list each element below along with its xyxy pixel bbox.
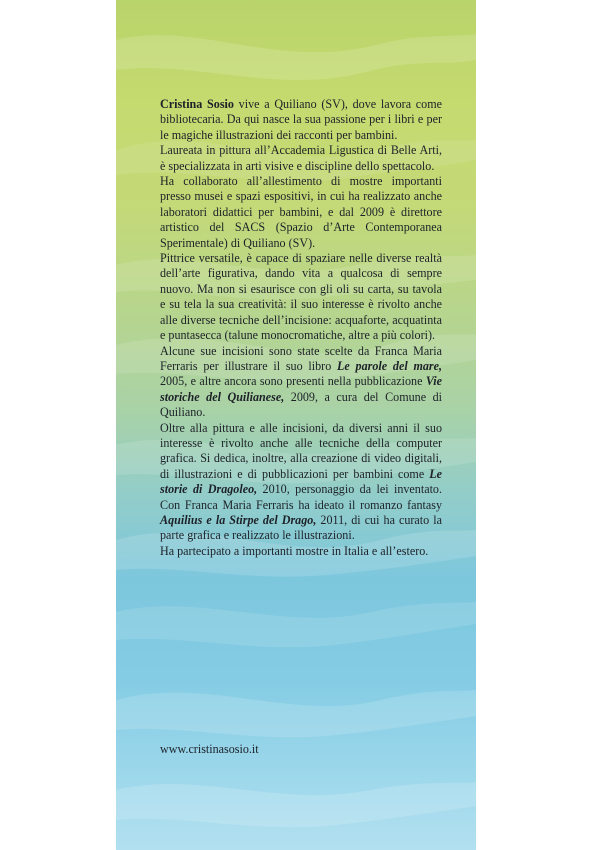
biography-text [160, 97, 442, 559]
bio-paragraph-education: Laureata in pittura all’Accademia Ligustica di Belle Arti, è specializzata in arti visive e discipline dello spettacolo. [160, 143, 442, 173]
website-link[interactable]: www.cristinasosio.it [160, 742, 259, 756]
bio-intro-text: vive a Quiliano (SV), dove lavora come bibliotecaria. Da qui nasce la sua passione per i libri e per le magiche illustrazioni dei racconti per bambini. [160, 97, 442, 142]
bio-paragraph-illustrations [160, 344, 442, 421]
bio-paragraph-shows: Ha partecipato a importanti mostre in Italia e all’estero. [160, 543, 429, 558]
bio-text: Oltre alla pittura e alle incisioni, da diversi anni il suo interesse è rivolto anche alle tecniche della computer grafica. Si dedica, inoltre, alla creazione di video digitali, di illustrazioni e di pubblicazioni per bambini come [160, 420, 442, 481]
book-title: Vie storiche del Quilianese, [160, 374, 442, 404]
book-title: Le storie di Dragoleo, [160, 466, 442, 497]
bio-text: 2011, di cui ha curato la parte grafica e realizzato le illustrazioni. [160, 512, 442, 543]
bio-text: 2005, e altre ancora sono presenti nella pubblicazione [160, 374, 426, 389]
book-title: Le parole del mare, [337, 358, 442, 373]
author-name: Cristina Sosio [160, 97, 234, 111]
bio-text: 2009, a cura del Comune di Quiliano. [160, 389, 442, 420]
bio-paragraph-techniques: Pittrice versatile, è capace di spaziare nelle diverse realtà dell’arte figurativa, dando vita a qualcosa di sempre nuovo. Ma non si esaurisce con gli oli su carta, su tavola e su tela la sua creatività: il suo interesse è rivolto anche alle diverse tecniche dell’incisione: acquaforte, acquatinta e puntasecca (talune monocromatiche, altre a più colori). [160, 251, 442, 343]
bio-paragraph-exhibitions: Ha collaborato all’allestimento di mostre importanti presso musei e spazi espositivi, in cui ha realizzato anche laboratori didattici per bambini, e dal 2009 è direttore artistico del SACS (Spazio d’Arte Contemporanea Sperimentale) di Quiliano (SV). [160, 174, 442, 250]
bio-paragraph-digital [160, 421, 442, 544]
bio-text: Alcune sue incisioni sono state scelte da Franca Maria Ferraris per illustrare il suo libro [160, 343, 442, 373]
bio-text: 2010, personaggio da lei inventato. Con Franca Maria Ferraris ha ideato il romanzo fantasy [160, 482, 442, 512]
bio-paragraph-intro [160, 97, 442, 143]
book-title: Aquilius e la Stirpe del Drago, [160, 512, 317, 527]
